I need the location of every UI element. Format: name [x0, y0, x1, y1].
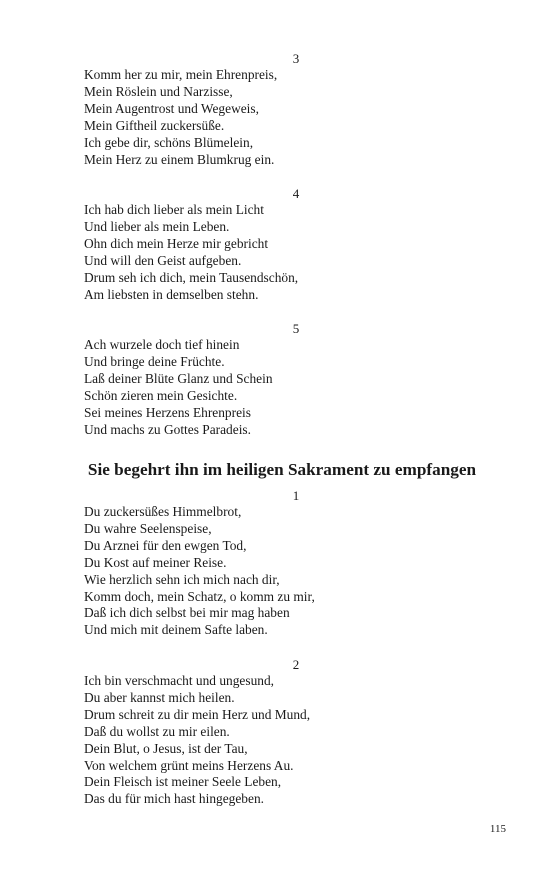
- stanza-number: 5: [292, 321, 300, 336]
- verse-line: Und machs zu Gottes Paradeis.: [84, 421, 251, 437]
- verse-line: Und mich mit deinem Safte laben.: [84, 622, 268, 638]
- verse-line: Von welchem grünt meins Herzens Au.: [84, 757, 294, 773]
- verse-line: Sei meines Herzens Ehrenpreis: [84, 404, 251, 420]
- verse-line: Daß ich dich selbst bei mir mag haben: [84, 605, 290, 621]
- verse-line: Und will den Geist aufgeben.: [84, 252, 242, 268]
- verse-line: Du Kost auf meiner Reise.: [84, 554, 227, 570]
- verse-line: Mein Herz zu einem Blumkrug ein.: [84, 151, 275, 167]
- stanza-3: [84, 50, 500, 168]
- page-number: 115: [489, 823, 506, 835]
- verse-line: Dein Fleisch ist meiner Seele Leben,: [84, 774, 282, 790]
- verse-line: Daß du wollst zu mir eilen.: [84, 723, 230, 739]
- stanza-2: [84, 656, 500, 808]
- verse-line: Am liebsten in demselben stehn.: [84, 286, 259, 302]
- verse-line: Dein Blut, o Jesus, ist der Tau,: [84, 740, 248, 756]
- verse-line: Ach wurzele doch tief hinein: [84, 337, 240, 352]
- stanza-number: 2: [292, 657, 300, 672]
- verse-line: Komm her zu mir, mein Ehrenpreis,: [84, 67, 278, 82]
- verse-line: Du Arznei für den ewgen Tod,: [84, 537, 247, 553]
- verse-line: Drum schreit zu dir mein Herz und Mund,: [84, 706, 311, 722]
- verse-line: Ohn dich mein Herze mir gebricht: [84, 235, 269, 251]
- verse-line: Du wahre Seelenspeise,: [84, 520, 212, 536]
- verse-line: Mein Röslein und Narzisse,: [84, 83, 233, 99]
- verse-line: Ich gebe dir, schöns Blümelein,: [84, 134, 254, 150]
- verse-line: Schön zieren mein Gesichte.: [84, 387, 238, 403]
- verse-line: Wie herzlich sehn ich mich nach dir,: [84, 571, 280, 587]
- verse-line: Du zuckersüßes Himmelbrot,: [84, 504, 242, 519]
- verse-line: Du aber kannst mich heilen.: [84, 689, 235, 705]
- verse-line: Das du für mich hast hingegeben.: [84, 791, 264, 807]
- verse-line: Ich bin verschmacht und ungesund,: [84, 673, 275, 688]
- stanza-1: [84, 487, 500, 639]
- verse-line: Drum seh ich dich, mein Tausendschön,: [84, 269, 299, 285]
- poem-title: Sie begehrt ihn im heiligen Sakrament zu empfangen: [87, 460, 477, 479]
- verse-line: Ich hab dich lieber als mein Licht: [84, 202, 264, 217]
- stanza-number: 3: [292, 51, 300, 66]
- stanza-5: [84, 320, 500, 438]
- stanza-number: 4: [292, 186, 300, 201]
- verse-line: Und bringe deine Früchte.: [84, 353, 225, 369]
- verse-line: Laß deiner Blüte Glanz und Schein: [84, 370, 273, 386]
- verse-line: Mein Augentrost und Wegeweis,: [84, 100, 259, 116]
- stanza-number: 1: [292, 488, 300, 503]
- stanza-4: [84, 185, 500, 303]
- verse-line: Mein Giftheil zuckersüße.: [84, 117, 225, 133]
- verse-line: Und lieber als mein Leben.: [84, 218, 230, 234]
- verse-line: Komm doch, mein Schatz, o komm zu mir,: [84, 588, 315, 604]
